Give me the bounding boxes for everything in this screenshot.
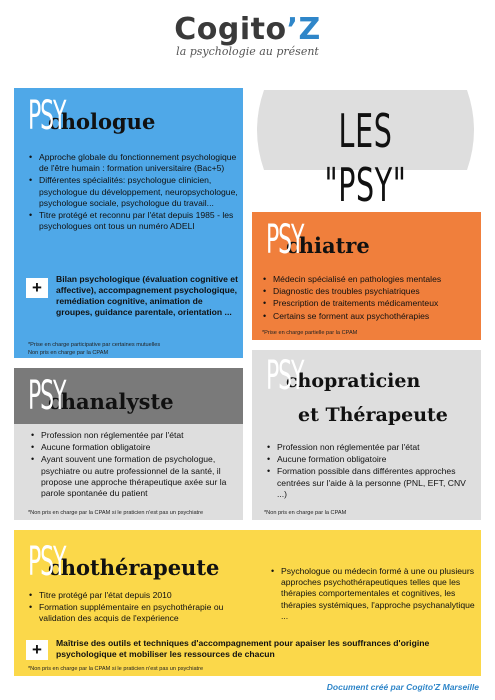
- psychopraticien-bullets: [266, 442, 476, 501]
- list-item: • Psychologue ou médecin formé à une ou plusieurs approches psychothérapeutiques telles que les thérapies comportementales et cognitives, les thérapies systémiques, l'approche psychanalytique ...: [270, 566, 475, 622]
- list-item: • Profession non réglementée par l'état: [30, 430, 240, 441]
- psychanalyste-body: [14, 424, 243, 520]
- psychanalyste-title: chanalyste: [47, 389, 174, 414]
- psy-prefix: PSY: [266, 217, 304, 263]
- psy-prefix: PSY: [28, 93, 66, 139]
- list-item: • Titre protégé et reconnu par l'état depuis 1985 - les psychologues ont tous un numéro ADELI: [28, 210, 240, 232]
- psychiatre-bullets: [262, 274, 477, 323]
- psychotherapeute-title: chothérapeute: [47, 555, 220, 580]
- psychanalyste-note: *Non pris en charge par la CPAM si le praticien n'est pas un psychiatre: [28, 510, 204, 516]
- psychiatre-card: [252, 212, 481, 340]
- list-item: • Titre protégé par l'état depuis 2010: [28, 590, 253, 601]
- list-item: • Formation possible dans différentes approches centrées sur l'aide à la personne (PNL, EFT, CNV ...): [266, 466, 476, 500]
- psychologue-note-2: Non pris en charge par la CPAM: [28, 350, 109, 356]
- brand-tagline: la psychologie au présent: [176, 45, 319, 58]
- list-item: • Médecin spécialisé en pathologies mentales: [262, 274, 477, 285]
- psychologue-bullets: [28, 152, 240, 233]
- psychotherapeute-skills: Maîtrise des outils et techniques d'accompagnement pour apaiser les souffrances d'origine psychologique et mobiliser les ressources de chacun: [56, 638, 430, 659]
- psychotherapeute-bullets-right: [270, 566, 475, 623]
- psychologue-card: [14, 88, 243, 358]
- list-item: • Différentes spécialités: psychologue clinicien, psychologue du développement, neuropsychologue, psychologue sociale, psychologue du travail...: [28, 175, 240, 209]
- brand-name: Cogito: [174, 12, 287, 47]
- list-item: • Aucune formation obligatoire: [30, 442, 240, 453]
- psychologue-note-1: *Prise en charge participative par certaines mutuelles: [28, 342, 161, 348]
- psychologue-title: chologue: [47, 109, 156, 134]
- banner: [250, 84, 481, 212]
- psy-prefix: PSY: [28, 373, 66, 419]
- psychanalyste-bullets: [30, 430, 240, 500]
- list-item: • Profession non réglementée par l'état: [266, 442, 476, 453]
- psychopraticien-card: [252, 350, 481, 520]
- psy-prefix: PSY: [266, 353, 304, 399]
- brand-accent: ’Z: [286, 12, 321, 47]
- plus-icon: +: [26, 640, 48, 660]
- psy-prefix: PSY: [28, 539, 66, 585]
- psychopraticien-subtitle: et Thérapeute: [298, 404, 448, 426]
- psychopraticien-title: chopraticien: [285, 370, 421, 392]
- list-item: • Aucune formation obligatoire: [266, 454, 476, 465]
- psychotherapeute-note: *Non pris en charge par la CPAM si le praticien n'est pas un psychiatre: [28, 666, 204, 672]
- list-item: • Formation supplémentaire en psychothérapie ou validation des acquis de l'expérience: [28, 602, 253, 624]
- footer-credit: Document créé par Cogito'Z Marseille: [326, 682, 479, 692]
- psychiatre-note: *Prise en charge partielle par la CPAM: [262, 330, 358, 336]
- plus-icon: +: [26, 278, 48, 298]
- list-item: • Approche globale du fonctionnement psychologique de l'être humain : formation universitaire (Bac+5): [28, 152, 240, 174]
- psychologue-services: Bilan psychologique (évaluation cognitive et affective), accompagnement psychologique, remédiation cognitive, animation de groupes, guidance parentale, orientation ...: [56, 274, 238, 317]
- list-item: • Certains se forment aux psychothérapies: [262, 311, 477, 322]
- psychotherapeute-card: [14, 530, 481, 676]
- brand-header: [0, 12, 495, 58]
- psychotherapeute-bullets-left: [28, 590, 253, 626]
- page-title: LES "PSY": [324, 104, 407, 212]
- list-item: • Ayant souvent une formation de psychologue, psychiatre ou autre professionnel de la santé, il propose une approche thérapeutique axée sur la parole spontanée du patient: [30, 454, 240, 499]
- list-item: • Diagnostic des troubles psychiatriques: [262, 286, 477, 297]
- list-item: • Prescription de traitements médicamenteux: [262, 298, 477, 309]
- brand-logo: [0, 12, 495, 47]
- psychopraticien-note: *Non pris en charge par la CPAM: [264, 510, 347, 516]
- psychiatre-title: chiatre: [285, 233, 370, 258]
